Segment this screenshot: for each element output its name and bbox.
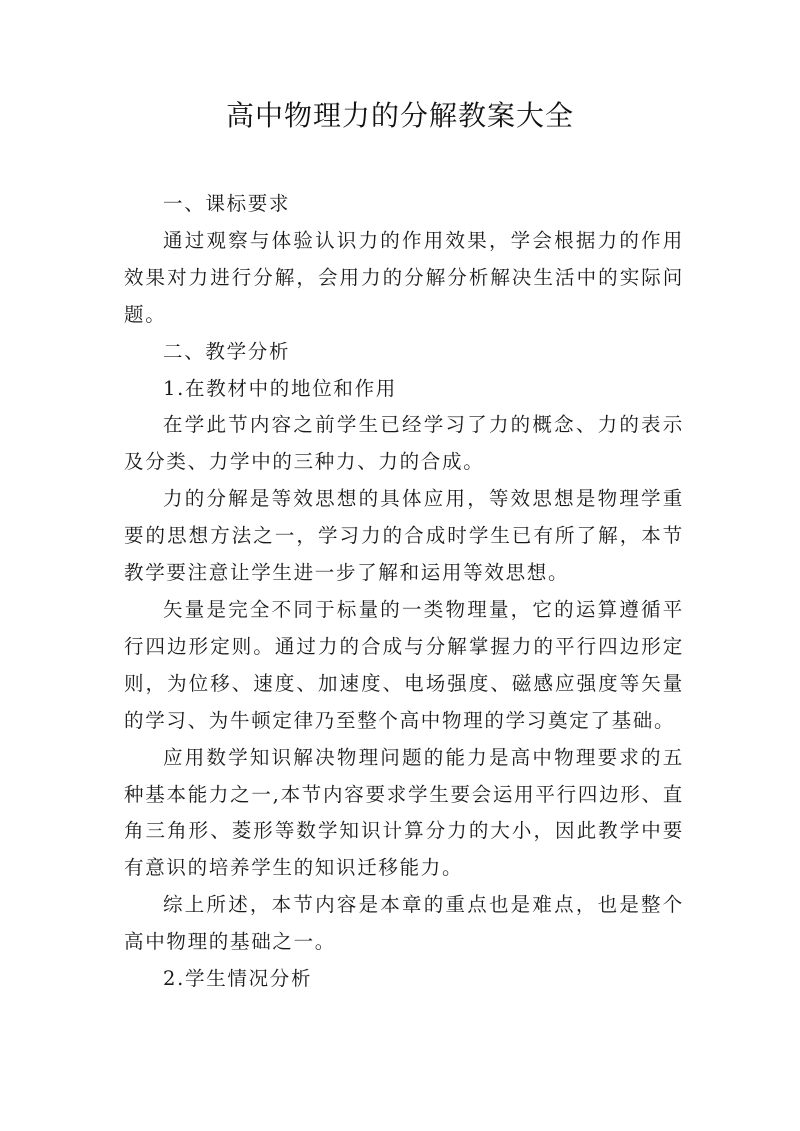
section-heading-curriculum: 一、课标要求	[163, 192, 291, 215]
paragraph-curriculum: 通过观察与体验认识力的作用效果，学会根据力的作用效果对力进行分解，会用力的分解分析解决生活中的实际问题。	[124, 228, 684, 326]
paragraph: 综上所述，本节内容是本章的重点也是难点，也是整个高中物理的基础之一。	[124, 893, 684, 954]
paragraph: 力的分解是等效思想的具体应用，等效思想是物理学重要的思想方法之一，学习力的合成时学生已有所了解，本节教学要注意让学生进一步了解和运用等效思想。	[124, 487, 684, 585]
subheading-role: 1.在教材中的地位和作用	[163, 376, 398, 400]
document-body	[124, 186, 684, 998]
document-title: 高中物理力的分解教案大全	[225, 99, 574, 132]
paragraph: 在学此节内容之前学生已经学习了力的概念、力的表示及分类、力学中的三种力、力的合成。	[124, 413, 684, 474]
paragraph: 矢量是完全不同于标量的一类物理量，它的运算遵循平行四边形定则。通过力的合成与分解掌握力的平行四边形定则，为位移、速度、加速度、电场强度、磁感应强度等矢量的学习、为牛顿定律乃至整个高中物理的学习奠定了基础。	[124, 597, 684, 732]
section-heading-analysis: 二、教学分析	[163, 339, 291, 363]
paragraph: 应用数学知识解决物理问题的能力是高中物理要求的五种基本能力之一,本节内容要求学生要会运用平行四边形、直角三角形、菱形等数学知识计算分力的大小，因此教学中要有意识的培养学生的知识迁移能力。	[124, 745, 684, 880]
subheading-students: 2.学生情况分析	[163, 967, 313, 991]
